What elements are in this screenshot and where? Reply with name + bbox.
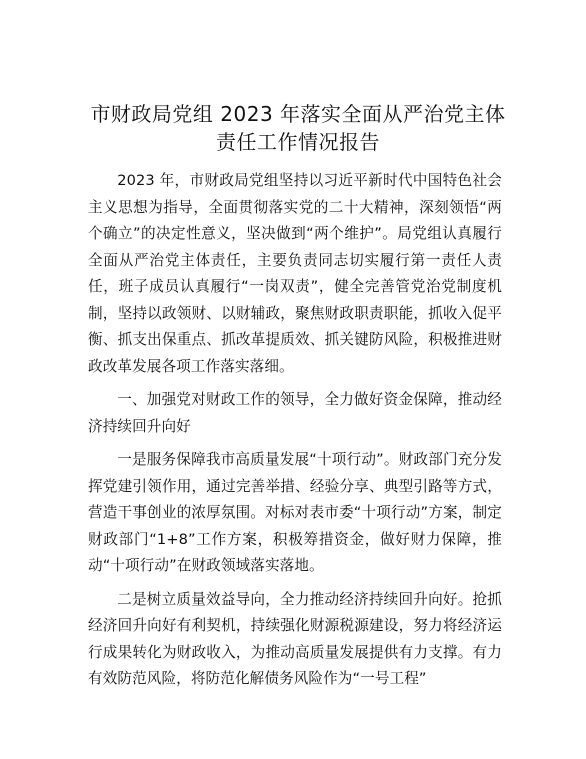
intro-paragraph: 2023 年，市财政局党组坚持以习近平新时代中国特色社会主义思想为指导，全面贯彻落实党的二十大精神，深刻领悟“两个确立”的决定性意义，坚决做到“两个维护”。局党组认真履行全面从严治党主体责任，主要负责同志切实履行第一责任人责任，班子成员认真履行“一岗双责”，健全完善管党治党制度机制，坚持以政领财、以财辅政，聚焦财政职责职能，抓收入促平衡、抓支出保重点、抓改革提质效、抓关键防风险，积极推进财政改革发展各项工作落实落细。 <box>88 172 502 375</box>
point-two-paragraph: 二是树立质量效益导向，全力推动经济持续回升向好。抢抓经济回升向好有利契机，持续强化财源税源建设，努力将经济运行成果转化为财政收入，为推动高质量发展提供有力支撑。有力有效防范风险，将防范化解债务风险作为“一号工程” <box>88 590 502 687</box>
section-heading-paragraph: 一、加强党对财政工作的领导，全力做好资金保障，推动经济持续回升向好 <box>88 391 502 435</box>
document-title: 市财政局党组 2023 年落实全面从严治党主体责任工作情况报告 <box>90 102 506 154</box>
document-body <box>88 168 502 693</box>
point-one-paragraph: 一是服务保障我市高质量发展“十项行动”。财政部门充分发挥党建引领作用，通过完善举措、经验分享、典型引路等方式，营造干事创业的浓厚氛围。对标对表市委“十项行动”方案，制定财政部门“1+8”工作方案，积极筹措资金，做好财力保障，推动“十项行动”在财政领域落实落地。 <box>88 451 502 574</box>
